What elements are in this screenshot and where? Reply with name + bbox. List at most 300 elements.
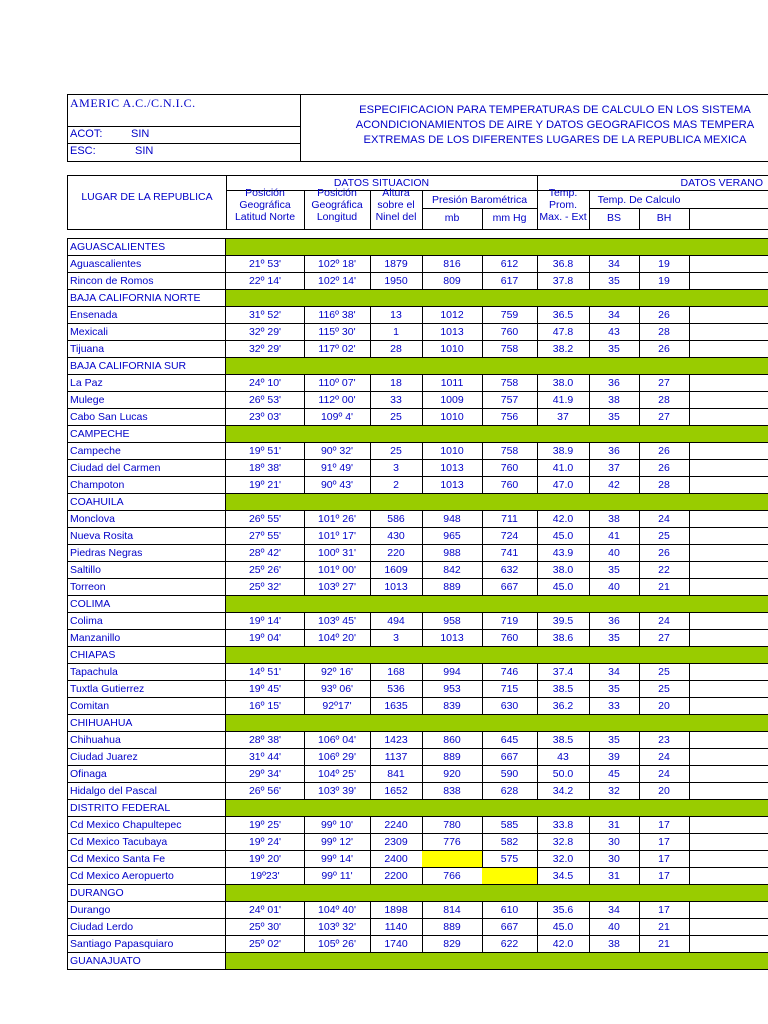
cell-latitud: 25º 32': [226, 579, 305, 595]
cell-mb: 809: [422, 273, 483, 289]
cell-lugar: Torreon: [68, 579, 226, 595]
state-name: DISTRITO FEDERAL: [70, 802, 171, 814]
cell-longitud: 101º 00': [304, 562, 371, 578]
cell-temp-prom: 43.9: [537, 545, 590, 561]
cell-altura: 3: [370, 630, 423, 646]
cell-extra: [689, 256, 768, 272]
cell-lugar: Campeche: [68, 443, 226, 459]
col-divider: [225, 596, 226, 612]
cell-bh: 20: [639, 783, 690, 799]
cell-latitud: 19º23': [226, 868, 305, 884]
cell-mb: 889: [422, 919, 483, 935]
table-row: [67, 273, 768, 290]
alt-line-2: sobre el: [377, 199, 415, 211]
cell-bs: 35: [589, 681, 640, 697]
cell-lugar: Ciudad del Carmen: [68, 460, 226, 476]
table-row: [67, 783, 768, 800]
cell-bs: 35: [589, 732, 640, 748]
cell-longitud: 106º 29': [304, 749, 371, 765]
header-temp-calculo: Temp. De Calculo: [597, 194, 681, 206]
cell-temp-prom: 38.6: [537, 630, 590, 646]
cell-latitud: 19º 14': [226, 613, 305, 629]
cell-latitud: 19º 21': [226, 477, 305, 493]
cell-extra: [689, 511, 768, 527]
cell-lugar: Comitan: [68, 698, 226, 714]
header-lugar: LUGAR DE LA REPUBLICA: [81, 191, 213, 203]
cell-longitud: 103º 45': [304, 613, 371, 629]
cell-bh: 22: [639, 562, 690, 578]
cell-altura: 430: [370, 528, 423, 544]
header-datos-verano: DATOS VERANO: [680, 177, 763, 189]
cell-bh: 17: [639, 902, 690, 918]
table-row: [67, 477, 768, 494]
cell-latitud: 25º 02': [226, 936, 305, 952]
col-divider: [225, 885, 226, 901]
cell-mmhg: 711: [482, 511, 538, 527]
row-divider: [589, 208, 768, 209]
cell-bh: 17: [639, 851, 690, 867]
state-row: [67, 426, 768, 443]
cell-extra: [689, 273, 768, 289]
cell-lugar: Cd Mexico Tacubaya: [68, 834, 226, 850]
col-divider: [225, 239, 226, 255]
cell-latitud: 28º 38': [226, 732, 305, 748]
state-name: CHIAPAS: [70, 649, 116, 661]
cell-longitud: 115º 30': [304, 324, 371, 340]
cell-bs: 37: [589, 460, 640, 476]
cell-altura: 1137: [370, 749, 423, 765]
state-row-fill: [226, 800, 768, 816]
cell-bh: 26: [639, 545, 690, 561]
header-presion: Presión Barométrica: [431, 194, 528, 206]
state-row-fill: [226, 715, 768, 731]
cell-longitud: 106º 04': [304, 732, 371, 748]
cell-longitud: 92º 16': [304, 664, 371, 680]
lon-line-1: Posición: [317, 187, 357, 199]
header-altura: [370, 187, 422, 223]
cell-extra: [689, 664, 768, 680]
cell-temp-prom: 37.4: [537, 664, 590, 680]
header-bh: BH: [656, 212, 672, 224]
cell-mmhg: 758: [482, 375, 538, 391]
cell-temp-prom: 38.0: [537, 562, 590, 578]
cell-temp-prom: 38.5: [537, 681, 590, 697]
cell-bs: 35: [589, 341, 640, 357]
lat-line-1: Posición: [245, 187, 285, 199]
cell-lugar: Ciudad Juarez: [68, 749, 226, 765]
cell-bs: 42: [589, 477, 640, 493]
col-divider: [225, 800, 226, 816]
table-row: [67, 834, 768, 851]
state-row-fill: [226, 358, 768, 374]
cell-lugar: Piedras Negras: [68, 545, 226, 561]
state-row-fill: [226, 953, 768, 969]
table-row: [67, 392, 768, 409]
cell-temp-prom: 39.5: [537, 613, 590, 629]
cell-extra: [689, 749, 768, 765]
cell-latitud: 32º 29': [226, 341, 305, 357]
title-line-2: ACONDICIONAMIENTOS DE AIRE Y DATOS GEOGRAFICOS MAS TEMPERA: [355, 119, 755, 131]
cell-bh: 21: [639, 579, 690, 595]
cell-extra: [689, 545, 768, 561]
cell-temp-prom: 34.5: [537, 868, 590, 884]
table-row: [67, 562, 768, 579]
state-row: [67, 596, 768, 613]
lat-line-3: Latitud Norte: [234, 211, 296, 223]
cell-extra: [689, 868, 768, 884]
cell-mmhg: 724: [482, 528, 538, 544]
lat-line-2: Geográfica: [239, 199, 291, 211]
state-name: DURANGO: [70, 887, 124, 899]
cell-latitud: 18º 38': [226, 460, 305, 476]
tp-line-2: Prom.: [548, 199, 577, 211]
cell-lugar: Cd Mexico Chapultepec: [68, 817, 226, 833]
cell-latitud: 14º 51': [226, 664, 305, 680]
cell-longitud: 99º 10': [304, 817, 371, 833]
cell-extra: [689, 528, 768, 544]
cell-lugar: Tuxtla Gutierrez: [68, 681, 226, 697]
cell-bh: 25: [639, 681, 690, 697]
cell-temp-prom: 38.9: [537, 443, 590, 459]
table-row: [67, 851, 768, 868]
table-row: [67, 460, 768, 477]
cell-temp-prom: 47.0: [537, 477, 590, 493]
table-row: [67, 919, 768, 936]
cell-mmhg: 612: [482, 256, 538, 272]
cell-extra: [689, 392, 768, 408]
cell-mb: 829: [422, 936, 483, 952]
cell-mmhg: 758: [482, 443, 538, 459]
lon-line-2: Geográfica: [311, 199, 363, 211]
cell-bh: 26: [639, 443, 690, 459]
cell-mb: 920: [422, 766, 483, 782]
cell-longitud: 103º 39': [304, 783, 371, 799]
cell-lugar: Aguascalientes: [68, 256, 226, 272]
cell-altura: 18: [370, 375, 423, 391]
cell-latitud: 25º 30': [226, 919, 305, 935]
cell-longitud: 99º 14': [304, 851, 371, 867]
cell-mb: 988: [422, 545, 483, 561]
cell-altura: 220: [370, 545, 423, 561]
cell-temp-prom: 37: [537, 409, 590, 425]
cell-latitud: 19º 04': [226, 630, 305, 646]
state-row: [67, 647, 768, 664]
table-row: [67, 817, 768, 834]
cell-mb: 948: [422, 511, 483, 527]
cell-lugar: Colima: [68, 613, 226, 629]
cell-mb: 994: [422, 664, 483, 680]
cell-longitud: 99º 12': [304, 834, 371, 850]
cell-bh: 19: [639, 256, 690, 272]
cell-mb: 1013: [422, 460, 483, 476]
cell-lugar: Ensenada: [68, 307, 226, 323]
header-bs: BS: [606, 212, 621, 224]
cell-mmhg: 610: [482, 902, 538, 918]
cell-temp-prom: 36.2: [537, 698, 590, 714]
cell-bh: 21: [639, 936, 690, 952]
state-row: [67, 800, 768, 817]
cell-altura: 1: [370, 324, 423, 340]
state-row-fill: [226, 290, 768, 306]
cell-bh: 27: [639, 630, 690, 646]
cell-altura: 168: [370, 664, 423, 680]
cell-altura: 25: [370, 443, 423, 459]
state-row-fill: [226, 596, 768, 612]
cell-latitud: 19º 51': [226, 443, 305, 459]
cell-longitud: 103º 32': [304, 919, 371, 935]
cell-bs: 36: [589, 443, 640, 459]
cell-mmhg: 645: [482, 732, 538, 748]
cell-extra: [689, 579, 768, 595]
cell-bh: 23: [639, 732, 690, 748]
cell-mmhg: 756: [482, 409, 538, 425]
cell-latitud: 19º 25': [226, 817, 305, 833]
state-name: AGUASCALIENTES: [70, 241, 166, 253]
cell-lugar: Santiago Papasquiaro: [68, 936, 226, 952]
cell-extra: [689, 783, 768, 799]
table-row: [67, 664, 768, 681]
cell-bs: 30: [589, 834, 640, 850]
col-divider: [225, 358, 226, 374]
cell-latitud: 21º 53': [226, 256, 305, 272]
cell-bs: 31: [589, 868, 640, 884]
cell-extra: [689, 375, 768, 391]
cell-altura: 1635: [370, 698, 423, 714]
table-row: [67, 341, 768, 358]
cell-mmhg: 590: [482, 766, 538, 782]
header-temp-prom: [537, 187, 589, 223]
cell-bs: 43: [589, 324, 640, 340]
cell-bh: 26: [639, 460, 690, 476]
cell-mb: 1011: [422, 375, 483, 391]
cell-longitud: 112º 00': [304, 392, 371, 408]
header-divider: [68, 143, 301, 144]
cell-temp-prom: 34.2: [537, 783, 590, 799]
cell-extra: [689, 817, 768, 833]
cell-latitud: 32º 29': [226, 324, 305, 340]
cell-mmhg: 622: [482, 936, 538, 952]
cell-mb: 953: [422, 681, 483, 697]
cell-bh: 25: [639, 528, 690, 544]
table-row: [67, 732, 768, 749]
cell-altura: 1898: [370, 902, 423, 918]
cell-altura: 1013: [370, 579, 423, 595]
cell-latitud: 31º 44': [226, 749, 305, 765]
state-name: BAJA CALIFORNIA NORTE: [70, 292, 201, 304]
cell-extra: [689, 443, 768, 459]
state-row: [67, 358, 768, 375]
data-table-body: [67, 238, 768, 970]
cell-mb: 1010: [422, 443, 483, 459]
cell-mb: 814: [422, 902, 483, 918]
cell-temp-prom: 38.5: [537, 732, 590, 748]
cell-extra: [689, 936, 768, 952]
state-row: [67, 715, 768, 732]
cell-bs: 41: [589, 528, 640, 544]
cell-latitud: 22º 14': [226, 273, 305, 289]
cell-mmhg: 758: [482, 341, 538, 357]
cell-bh: 24: [639, 613, 690, 629]
cell-bs: 34: [589, 307, 640, 323]
cell-longitud: 93º 06': [304, 681, 371, 697]
cell-lugar: Cd Mexico Santa Fe: [68, 851, 226, 867]
cell-extra: [689, 307, 768, 323]
state-row-fill: [226, 647, 768, 663]
cell-extra: [689, 698, 768, 714]
cell-temp-prom: 41.0: [537, 460, 590, 476]
cell-altura: 2240: [370, 817, 423, 833]
cell-longitud: 104º 40': [304, 902, 371, 918]
cell-longitud: 105º 26': [304, 936, 371, 952]
cell-mmhg: 715: [482, 681, 538, 697]
cell-mb: 816: [422, 256, 483, 272]
cell-extra: [689, 477, 768, 493]
cell-longitud: 99º 11': [304, 868, 371, 884]
cell-bs: 38: [589, 392, 640, 408]
cell-latitud: 25º 26': [226, 562, 305, 578]
col-divider: [225, 715, 226, 731]
table-row: [67, 766, 768, 783]
cell-temp-prom: 38.0: [537, 375, 590, 391]
cell-lugar: Ofinaga: [68, 766, 226, 782]
cell-lugar: Rincon de Romos: [68, 273, 226, 289]
header-mmhg: mm Hg: [492, 212, 527, 224]
table-row: [67, 698, 768, 715]
cell-bs: 40: [589, 919, 640, 935]
cell-temp-prom: 45.0: [537, 919, 590, 935]
state-row: [67, 953, 768, 970]
cell-latitud: 29º 34': [226, 766, 305, 782]
cell-mmhg: 628: [482, 783, 538, 799]
cell-mmhg: 582: [482, 834, 538, 850]
cell-mmhg: 617: [482, 273, 538, 289]
document-header-left: [67, 94, 301, 162]
acot-value: SIN: [131, 128, 150, 140]
cell-extra: [689, 902, 768, 918]
cell-mb: 965: [422, 528, 483, 544]
table-row: [67, 256, 768, 273]
tp-line-3: Max. - Ext: [539, 211, 587, 223]
state-row-fill: [226, 885, 768, 901]
cell-extra: [689, 851, 768, 867]
cell-temp-prom: 41.9: [537, 392, 590, 408]
col-divider: [225, 494, 226, 510]
alt-line-3: Ninel del: [375, 211, 417, 223]
cell-temp-prom: 36.8: [537, 256, 590, 272]
acot-label: ACOT:: [70, 128, 103, 140]
col-divider: [225, 953, 226, 969]
cell-mb: 1010: [422, 341, 483, 357]
cell-mb: 1010: [422, 409, 483, 425]
cell-bs: 31: [589, 817, 640, 833]
cell-extra: [689, 460, 768, 476]
cell-mmhg: 632: [482, 562, 538, 578]
cell-temp-prom: 37.8: [537, 273, 590, 289]
cell-bs: 36: [589, 613, 640, 629]
cell-mmhg: 760: [482, 460, 538, 476]
cell-latitud: 26º 55': [226, 511, 305, 527]
cell-altura: 841: [370, 766, 423, 782]
cell-mb: 780: [422, 817, 483, 833]
table-row: [67, 307, 768, 324]
table-row: [67, 409, 768, 426]
cell-lugar: Champoton: [68, 477, 226, 493]
cell-altura: 1879: [370, 256, 423, 272]
cell-lugar: Durango: [68, 902, 226, 918]
col-divider: [225, 647, 226, 663]
cell-lugar: Mulege: [68, 392, 226, 408]
cell-longitud: 90º 43': [304, 477, 371, 493]
cell-bs: 33: [589, 698, 640, 714]
cell-mmhg: 719: [482, 613, 538, 629]
cell-lugar: Tapachula: [68, 664, 226, 680]
cell-lugar: Chihuahua: [68, 732, 226, 748]
table-row: [67, 681, 768, 698]
cell-temp-prom: 36.5: [537, 307, 590, 323]
cell-lugar: Cabo San Lucas: [68, 409, 226, 425]
cell-bs: 40: [589, 579, 640, 595]
cell-temp-prom: 47.8: [537, 324, 590, 340]
table-header: [67, 175, 768, 230]
cell-longitud: 91º 49': [304, 460, 371, 476]
cell-lugar: La Paz: [68, 375, 226, 391]
cell-altura: 536: [370, 681, 423, 697]
cell-longitud: 104º 20': [304, 630, 371, 646]
cell-latitud: 24º 10': [226, 375, 305, 391]
cell-mmhg: 760: [482, 324, 538, 340]
table-row: [67, 528, 768, 545]
row-divider: [422, 208, 537, 209]
cell-altura: 586: [370, 511, 423, 527]
esc-value: SIN: [135, 145, 154, 157]
cell-altura: 28: [370, 341, 423, 357]
cell-bh: 24: [639, 749, 690, 765]
cell-mb: 776: [422, 834, 483, 850]
table-row: [67, 443, 768, 460]
cell-temp-prom: 45.0: [537, 579, 590, 595]
cell-altura: 494: [370, 613, 423, 629]
state-name: GUANAJUATO: [70, 955, 141, 967]
col-divider: [225, 426, 226, 442]
cell-altura: 25: [370, 409, 423, 425]
cell-lugar: Ciudad Lerdo: [68, 919, 226, 935]
cell-mb: 839: [422, 698, 483, 714]
cell-latitud: 26º 56': [226, 783, 305, 799]
cell-bs: 35: [589, 409, 640, 425]
cell-altura: 33: [370, 392, 423, 408]
cell-bh: 28: [639, 477, 690, 493]
cell-temp-prom: 32.0: [537, 851, 590, 867]
cell-lugar: Mexicali: [68, 324, 226, 340]
cell-longitud: 100º 31': [304, 545, 371, 561]
table-row: [67, 324, 768, 341]
cell-longitud: 104º 25': [304, 766, 371, 782]
cell-mmhg: 575: [482, 851, 538, 867]
cell-bs: 45: [589, 766, 640, 782]
cell-mb: 889: [422, 579, 483, 595]
cell-longitud: 90º 32': [304, 443, 371, 459]
cell-lugar: Hidalgo del Pascal: [68, 783, 226, 799]
organization-name: AMERIC A.C./C.N.I.C.: [70, 96, 196, 110]
cell-extra: [689, 834, 768, 850]
cell-extra: [689, 613, 768, 629]
state-row: [67, 494, 768, 511]
cell-bs: 32: [589, 783, 640, 799]
cell-altura: 2: [370, 477, 423, 493]
cell-bs: 36: [589, 375, 640, 391]
cell-bs: 34: [589, 256, 640, 272]
state-row: [67, 885, 768, 902]
